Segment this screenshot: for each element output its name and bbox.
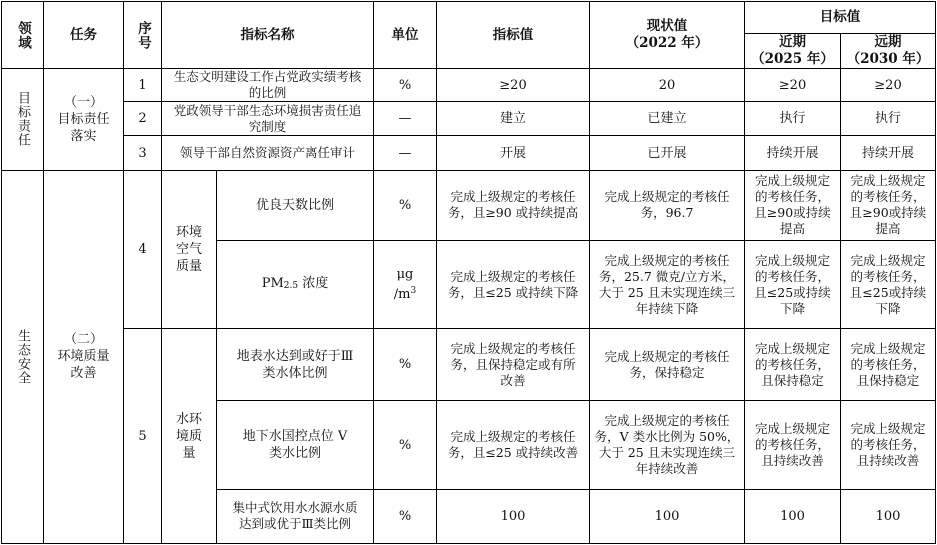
near-cell: 完成上级规定的考核任务，且≤25或持续下降	[745, 240, 841, 328]
table-row	[2, 102, 936, 136]
pm-tail: 浓度	[298, 275, 329, 291]
near-cell: 完成上级规定的考核任务，且保持稳定	[745, 329, 841, 401]
pm-label: PM	[261, 275, 284, 291]
header-indicator: 指标名称	[162, 2, 374, 69]
target-cell: 完成上级规定的考核任务，且≤25 或持续改善	[437, 401, 590, 489]
far-cell: 执行	[841, 102, 936, 136]
near-cell: 持续开展	[745, 136, 841, 170]
unit-cell: %	[374, 170, 437, 240]
near-cell: 完成上级规定的考核任务，且≥90或持续提高	[745, 170, 841, 240]
far-cell: 100	[841, 489, 936, 543]
near-cell: ≥20	[745, 69, 841, 102]
task-cell	[44, 69, 124, 170]
task-label: 目标责任落实	[57, 111, 110, 144]
indicator-name: 党政领导干部生态环境损害责任追究制度	[162, 102, 374, 136]
unit-cell: %	[374, 69, 437, 102]
seq-cell: 4	[124, 170, 162, 329]
target-cell: 100	[437, 489, 590, 543]
table-row	[2, 136, 936, 170]
task-label: 环境质量改善	[57, 349, 110, 382]
current-cell: 已开展	[590, 136, 745, 170]
far-cell: ≥20	[841, 69, 936, 102]
header-far-line2: （2030 年）	[846, 51, 930, 68]
header-near-line1: 近期	[779, 34, 806, 51]
seq-cell: 5	[124, 329, 162, 544]
target-cell: 完成上级规定的考核任务，且≤25 或持续下降	[437, 240, 590, 328]
indicator-name: 集中式饮用水水源水质达到或优于Ⅲ类比例	[217, 489, 374, 543]
unit-top: μg	[396, 267, 414, 282]
far-cell: 完成上级规定的考核任务，且保持稳定	[841, 329, 936, 401]
seq-cell: 1	[124, 69, 162, 102]
target-cell: 完成上级规定的考核任务，且保持稳定或有所改善	[437, 329, 590, 401]
current-cell: 100	[590, 489, 745, 543]
header-unit: 单位	[374, 2, 437, 69]
indicator-name: 优良天数比例	[217, 170, 374, 240]
current-cell: 完成上级规定的考核任务，保持稳定	[590, 329, 745, 401]
header-seq: 序号	[124, 2, 162, 69]
unit-cell: —	[374, 102, 437, 136]
unit-cell: %	[374, 489, 437, 543]
unit-cell: %	[374, 329, 437, 401]
domain-cell: 目标责任	[2, 69, 44, 170]
unit-cell	[374, 240, 437, 328]
current-cell: 完成上级规定的考核任务，Ⅴ 类水比例为 50%，大于 25 且未实现连续三年持续改善	[590, 401, 745, 489]
indicator-name: 领导干部自然资源资产离任审计	[162, 136, 374, 170]
target-cell: 开展	[437, 136, 590, 170]
target-cell: 建立	[437, 102, 590, 136]
current-cell: 完成上级规定的考核任务，96.7	[590, 170, 745, 240]
header-current	[590, 2, 745, 69]
header-goal: 目标值	[745, 2, 936, 34]
indicator-name: 生态文明建设工作占党政实绩考核的比例	[162, 69, 374, 102]
seq-cell: 3	[124, 136, 162, 170]
task-number: （二）	[63, 332, 103, 348]
header-near	[745, 34, 841, 69]
far-cell: 持续开展	[841, 136, 936, 170]
table-row	[2, 170, 936, 240]
subcategory-cell: 环境空气质量	[162, 170, 217, 329]
header-target: 指标值	[437, 2, 590, 69]
target-cell: 完成上级规定的考核任务，且≥90 或持续提高	[437, 170, 590, 240]
unit-cell: —	[374, 136, 437, 170]
indicator-name: 地下水国控点位 Ⅴ 类水比例	[217, 401, 374, 489]
header-task: 任务	[44, 2, 124, 69]
header-current-line2: （2022 年）	[625, 35, 709, 52]
table-row	[2, 69, 936, 102]
far-cell: 完成上级规定的考核任务，且≤25或持续下降	[841, 240, 936, 328]
table-row	[2, 329, 936, 401]
header-far-line1: 远期	[874, 34, 902, 51]
indicator-name	[217, 240, 374, 328]
seq-cell: 2	[124, 102, 162, 136]
header-near-line2: （2025 年）	[751, 51, 834, 68]
current-cell: 已建立	[590, 102, 745, 136]
far-cell: 完成上级规定的考核任务，且≥90或持续提高	[841, 170, 936, 240]
domain-cell: 生态安全	[2, 170, 44, 543]
subcategory-cell: 水环境质量	[162, 329, 217, 544]
header-domain: 领域	[2, 2, 44, 69]
pm-subscript: 2.5	[283, 280, 299, 291]
target-cell: ≥20	[437, 69, 590, 102]
current-cell: 完成上级规定的考核任务，25.7 微克/立方米，大于 25 且未实现连续三年持续下降	[590, 240, 745, 328]
header-current-line1: 现状值	[646, 18, 688, 35]
near-cell: 100	[745, 489, 841, 543]
task-cell	[44, 170, 124, 543]
task-number: （一）	[63, 94, 103, 110]
current-cell: 20	[590, 69, 745, 102]
far-cell: 完成上级规定的考核任务，且持续改善	[841, 401, 936, 489]
indicator-name: 地表水达到或好于Ⅲ类水体比例	[217, 329, 374, 401]
indicator-table	[1, 1, 936, 544]
header-far	[841, 34, 936, 69]
near-cell: 完成上级规定的考核任务，且持续改善	[745, 401, 841, 489]
unit-bottom: $/m^3$	[393, 286, 417, 302]
near-cell: 执行	[745, 102, 841, 136]
unit-cell: %	[374, 401, 437, 489]
